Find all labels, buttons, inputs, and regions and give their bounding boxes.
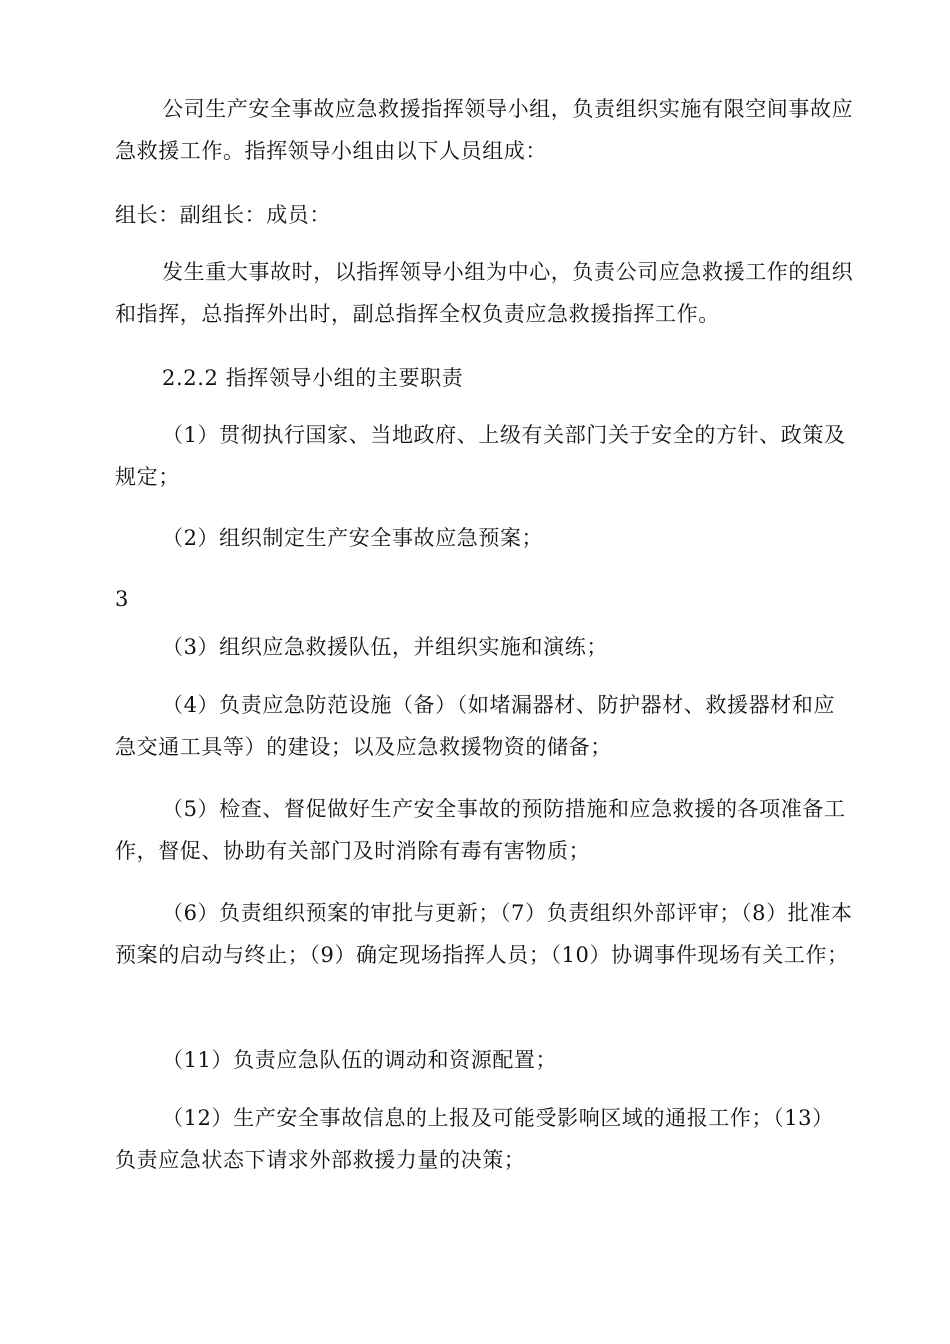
paragraph-major-accident: 发生重大事故时，以指挥领导小组为中心，负责公司应急救援工作的组织和指挥，总指挥外出时，副总指挥全权负责应急救援指挥工作。 — [115, 260, 854, 326]
list-item-5: （5）检查、督促做好生产安全事故的预防措施和应急救援的各项准备工作，督促、协助有关部门及时消除有毒有害物质； — [115, 797, 846, 863]
list-item-11: （11）负责应急队伍的调动和资源配置； — [162, 1048, 558, 1072]
section-heading: 2.2.2 指挥领导小组的主要职责 — [162, 366, 464, 390]
list-item-6-10: （6）负责组织预案的审批与更新；（7）负责组织外部评审；（8）批准本预案的启动与终止；（9）确定现场指挥人员；（10）协调事件现场有关工作； — [115, 901, 853, 967]
list-item-4: （4）负责应急防范设施（备）（如堵漏器材、防护器材、救援器材和应急交通工具等）的建设；以及应急救援物资的储备； — [115, 693, 836, 759]
page-number: 3 — [115, 587, 129, 611]
list-item-1: （1）贯彻执行国家、当地政府、上级有关部门关于安全的方针、政策及规定； — [115, 423, 846, 489]
list-item-3: （3）组织应急救援队伍，并组织实施和演练； — [162, 635, 608, 659]
list-item-12-13: （12）生产安全事故信息的上报及可能受影响区域的通报工作；（13）负责应急状态下请求外部救援力量的决策； — [115, 1106, 834, 1172]
paragraph-members: 组长：副组长：成员： — [115, 203, 331, 227]
paragraph-command-group: 公司生产安全事故应急救援指挥领导小组，负责组织实施有限空间事故应急救援工作。指挥领导小组由以下人员组成： — [115, 97, 854, 163]
list-item-2: （2）组织制定生产安全事故应急预案； — [162, 526, 544, 550]
